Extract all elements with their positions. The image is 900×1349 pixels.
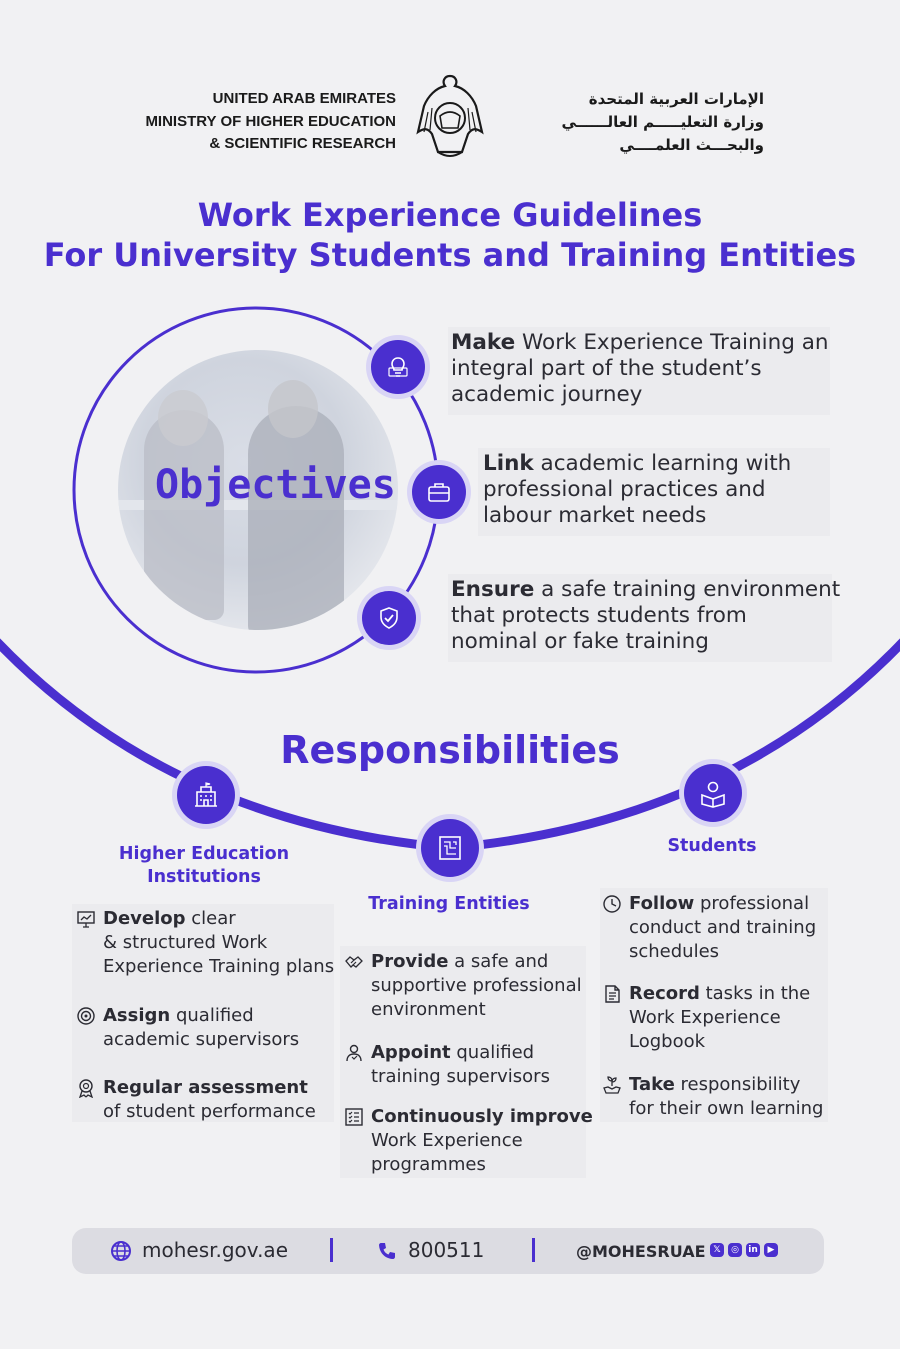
item-keyword: Assign [103,1005,171,1026]
shield-check-icon [376,605,402,631]
item-text: environment [371,999,486,1020]
item-text: training supervisors [371,1066,550,1087]
presentation-board-icon [76,909,96,929]
objective-keyword: Link [483,451,534,476]
item-text: & structured Work [103,932,268,953]
footer-separator [330,1238,333,1262]
item-text: qualified [450,1042,535,1063]
objective-text-1 [451,330,829,408]
item-text: programmes [371,1154,486,1175]
students-column-title [612,835,812,858]
objective-text-line: integral part of the student’s [451,356,762,381]
target-icon [76,1006,96,1026]
supervisor-icon [344,1043,364,1063]
item-text: Work Experience [629,1007,781,1028]
column-title-line: Training Entities [368,894,530,914]
objective-bubble-3 [362,591,416,645]
ministry-line: والبحـــث العلمــــي [619,136,764,154]
ministry-line: وزارة التعليـــــم العالــــــي [561,113,764,131]
objective-text-line: labour market needs [483,503,707,528]
objectives-heading: Objectives [155,462,396,508]
item-keyword: Continuously improve [371,1106,593,1127]
award-icon [76,1078,96,1098]
item-text: tasks in the [699,983,811,1004]
item-text: Work Experience [371,1130,523,1151]
item-keyword: Record [629,983,700,1004]
footer-separator [532,1238,535,1262]
item-keyword: Develop [103,908,186,929]
objective-text-line: that protects students from [451,603,747,628]
item-text: a safe and [448,951,549,972]
objective-text-line: academic learning with [533,451,792,476]
objective-keyword: Ensure [451,577,535,602]
growth-hands-icon [602,1075,622,1095]
youtube-icon[interactable]: ▶ [764,1243,778,1257]
item-keyword: Provide [371,951,449,972]
responsibilities-heading: Responsibilities [280,728,620,772]
instagram-icon[interactable]: ◎ [728,1243,742,1257]
hei-bubble [177,766,235,824]
website-link[interactable]: mohesr.gov.ae [142,1238,288,1262]
item-text: Logbook [629,1031,706,1052]
item-keyword: Take [629,1074,675,1095]
column-title-line: Higher Education [118,844,290,864]
objective-bubble-2 [412,465,466,519]
column-title-line: Students [667,836,757,856]
ministry-line: الإمارات العربية المتحدة [588,90,764,108]
objective-text-line: professional practices and [483,477,766,502]
lightbulb-icon [385,354,411,380]
objective-text-line: a safe training environment [534,577,841,602]
objective-keyword: Make [451,330,516,355]
training-column-title [349,893,549,916]
item-text: Experience Training plans [103,956,335,977]
page-title-line-1: Work Experience Guidelines [197,196,703,234]
item-text: responsibility [674,1074,801,1095]
x-icon[interactable]: 𝕏 [710,1243,724,1257]
item-text: professional [694,893,810,914]
ministry-line: & SCIENTIFIC RESEARCH [209,135,396,152]
item-text: conduct and training [629,917,817,938]
document-icon [602,984,622,1004]
item-text: qualified [170,1005,254,1026]
objective-text-line: academic journey [451,382,643,407]
objective-text-line: Work Experience Training an [515,330,829,355]
social-handle[interactable]: @MOHESRUAE [576,1242,706,1261]
checklist-icon [344,1107,364,1127]
clock-icon [602,894,622,914]
linkedin-icon[interactable]: in [746,1243,760,1257]
ministry-line: UNITED ARAB EMIRATES [212,90,396,107]
item-text: for their own learning [629,1098,824,1119]
ministry-line: MINISTRY OF HIGHER EDUCATION [145,112,396,130]
hei-column-title [104,843,304,889]
training-bubble [421,819,479,877]
item-text: academic supervisors [103,1029,300,1050]
item-keyword: Follow [629,893,695,914]
student-book-icon [698,778,728,808]
item-text: of student performance [103,1101,316,1122]
item-keyword: Regular assessment [103,1077,308,1098]
item-keyword: Appoint [371,1042,451,1063]
globe-icon [110,1240,132,1262]
handshake-icon [344,952,364,972]
item-text: clear [185,908,236,929]
item-text: supportive professional [371,975,582,996]
page-title-line-2: For University Students and Training Entities [43,236,857,274]
ministry-name-arabic [502,88,764,157]
item-text: schedules [629,941,720,962]
column-title-line: Institutions [147,867,261,887]
briefcase-icon [426,479,452,505]
objective-text-3 [451,577,840,655]
objective-bubble-1 [371,340,425,394]
blueprint-icon [435,833,465,863]
uae-emblem-logo [414,72,486,164]
ministry-name-english [145,88,396,156]
phone-number[interactable]: 800511 [408,1238,485,1262]
students-bubble [684,764,742,822]
objective-text-2 [483,451,791,529]
phone-icon [377,1241,397,1261]
objective-text-line: nominal or fake training [451,629,709,654]
university-building-icon [191,780,221,810]
